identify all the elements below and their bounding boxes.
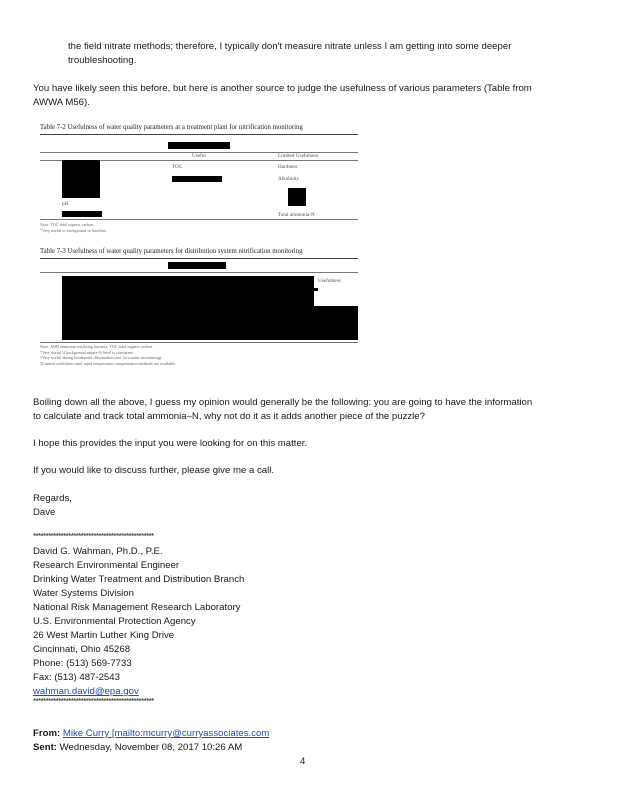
sig-lab: National Risk Management Research Laboratory bbox=[33, 602, 241, 613]
sig-name: David G. Wahman, Ph.D., P.E. bbox=[33, 546, 163, 557]
hope-line: I hope this provides the input you were looking for on this matter. bbox=[33, 438, 308, 449]
discuss-line: If you would like to discuss further, please give me a call. bbox=[33, 465, 275, 476]
signoff: Dave bbox=[33, 507, 56, 518]
redaction bbox=[62, 211, 102, 217]
table-7-3-footnote: †Very useful during breakpoint chlorination (not for routine monitoring). bbox=[40, 355, 163, 360]
intro-line-1: the field nitrate methods; therefore, I typically don't measure nitrate unless I am getting into some deeper bbox=[68, 41, 512, 52]
redaction bbox=[172, 176, 222, 182]
sent-label: Sent: bbox=[33, 742, 57, 753]
source-line-1: You have likely seen this before, but here is another source to judge the usefulness of various parameters (Table from bbox=[33, 83, 532, 94]
sig-title: Research Environmental Engineer bbox=[33, 560, 180, 571]
redaction bbox=[168, 142, 230, 149]
cell-toc: TOC bbox=[172, 164, 183, 170]
from-label: From: bbox=[33, 728, 61, 739]
table-7-3-caption: Table 7-3 Usefulness of water quality parameters for distribution system nitrification monitoring bbox=[40, 248, 303, 255]
redaction bbox=[288, 188, 306, 206]
embedded-table-image bbox=[40, 124, 360, 364]
from-mailto-link[interactable]: Mike Curry [mailto:mcurry@curryassociates.com bbox=[62, 728, 270, 739]
source-line-2: AWWA M56). bbox=[33, 97, 90, 108]
table-7-2-caption: Table 7-2 Usefulness of water quality parameters at a treatment plant for nitrification monitoring bbox=[40, 124, 303, 131]
sent-line bbox=[33, 741, 242, 755]
table-7-3-note: Note: AOB ammonia-oxidizing bacteria; TOC total organic carbon. bbox=[40, 344, 154, 349]
from-line bbox=[33, 727, 269, 741]
cell-ph: pH bbox=[62, 201, 69, 207]
redaction bbox=[314, 288, 318, 291]
table-rule bbox=[40, 134, 358, 135]
cell-total-ammonia: Total ammonia-N bbox=[278, 212, 315, 218]
sig-phone: Phone: (513) 569-7733 bbox=[33, 658, 132, 669]
redaction bbox=[168, 262, 226, 269]
redaction bbox=[62, 160, 100, 198]
redaction bbox=[62, 306, 358, 340]
page-number: 4 bbox=[300, 756, 306, 767]
table-7-3-footnote: ‡Limited usefulness until rapid temperature compensation methods are available. bbox=[40, 360, 177, 366]
col-useful: Useful bbox=[192, 153, 206, 159]
sig-email-link[interactable]: wahman.david@epa.gov bbox=[33, 686, 139, 697]
table-rule bbox=[40, 342, 358, 343]
table-7-2-footnote: *Very useful to background or baseline. bbox=[40, 228, 107, 233]
sig-fax: Fax: (513) 487-2543 bbox=[33, 672, 120, 683]
divider-top: ************************************************ bbox=[33, 532, 154, 541]
intro-line-2: troubleshooting. bbox=[68, 55, 137, 66]
sig-street: 26 West Martin Luther King Drive bbox=[33, 630, 175, 641]
conclusion-line-2: to calculate and track total ammonia–N, why not do it as it adds another piece of the puzzle? bbox=[33, 411, 425, 422]
sig-agency: U.S. Environmental Protection Agency bbox=[33, 616, 196, 627]
table-rule bbox=[40, 272, 358, 273]
sent-value: Wednesday, November 08, 2017 10:26 AM bbox=[59, 742, 243, 753]
col-usefulness: Usefulness bbox=[318, 278, 341, 284]
table-rule bbox=[40, 258, 358, 259]
table-7-3-footnote: *Very useful if background nitrate-N level is consistent. bbox=[40, 349, 134, 355]
closing: Regards, bbox=[33, 493, 72, 504]
sig-branch: Drinking Water Treatment and Distribution Branch bbox=[33, 574, 245, 585]
sig-division: Water Systems Division bbox=[33, 588, 134, 599]
table-rule bbox=[40, 219, 358, 220]
table-7-2-note: Note: TOC total organic carbon. bbox=[40, 222, 95, 227]
divider-bottom: ************************************************ bbox=[33, 697, 154, 706]
col-limited-usefulness: Limited Usefulness bbox=[278, 153, 319, 159]
cell-hardness: Hardness bbox=[278, 164, 298, 170]
sig-city: Cincinnati, Ohio 45268 bbox=[33, 644, 131, 655]
cell-alkalinity: Alkalinity bbox=[278, 176, 300, 182]
conclusion-line-1: Boiling down all the above, I guess my opinion would generally be the following: you are going to have the information bbox=[33, 397, 533, 408]
